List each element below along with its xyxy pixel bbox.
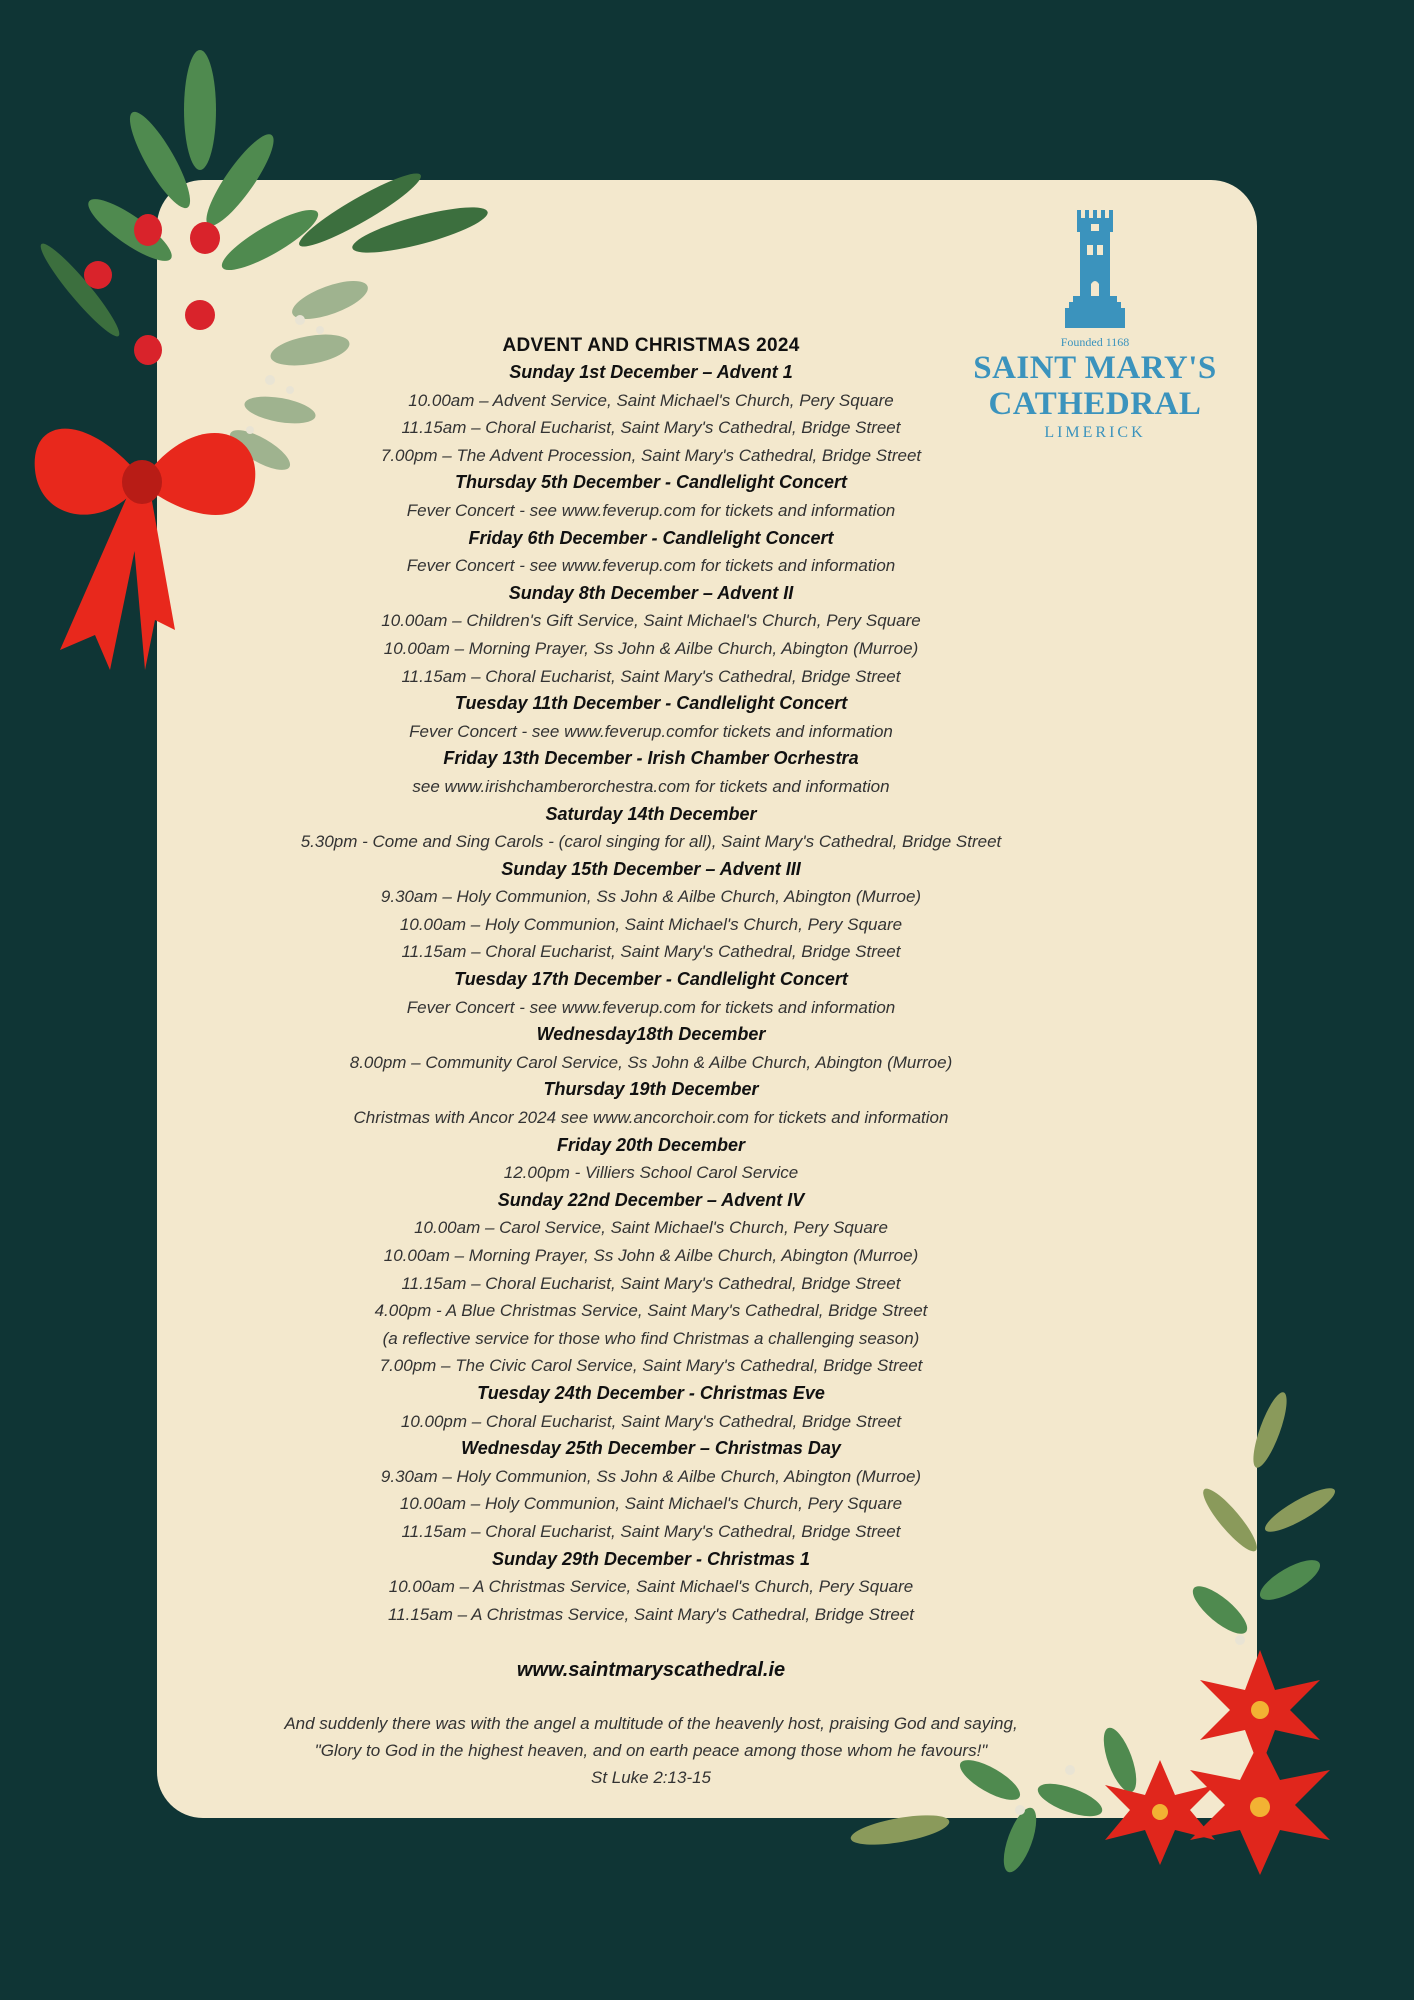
service-item: 10.00am – Holy Communion, Saint Michael's Church, Pery Square [399,914,903,934]
day-heading: Friday 20th December [556,1134,746,1155]
quote-line-2: "Glory to God in the highest heaven, and on earth peace among those whom he favours!" [314,1741,988,1761]
page-title: ADVENT AND CHRISTMAS 2024 [502,335,800,356]
website-link[interactable]: www.saintmaryscathedral.ie [516,1659,786,1682]
service-item: 11.15am – Choral Eucharist, Saint Mary's Cathedral, Bridge Street [401,1273,901,1293]
service-item: 12.00pm - Villiers School Carol Service [503,1163,799,1183]
service-item: Fever Concert - see www.feverup.com for tickets and information [406,997,896,1017]
service-item: 10.00am – Children's Gift Service, Saint Michael's Church, Pery Square [381,611,921,631]
service-item: 11.15am – Choral Eucharist, Saint Mary's Cathedral, Bridge Street [401,666,901,686]
service-item: 10.00am – Holy Communion, Saint Michael's Church, Pery Square [399,1494,903,1514]
day-heading: Tuesday 24th December - Christmas Eve [477,1382,825,1403]
service-item: 10.00pm – Choral Eucharist, Saint Mary's Cathedral, Bridge Street [400,1411,902,1431]
day-heading: Thursday 5th December - Candlelight Concert [454,472,848,493]
day-heading: Sunday 8th December – Advent II [508,582,794,603]
service-item: 5.30pm - Come and Sing Carols - (carol singing for all), Saint Mary's Cathedral, Bridge Street [300,832,1002,852]
quote-reference: St Luke 2:13-15 [590,1768,712,1788]
service-item: 7.00pm – The Civic Carol Service, Saint Mary's Cathedral, Bridge Street [379,1356,923,1376]
service-item: 11.15am – Choral Eucharist, Saint Mary's Cathedral, Bridge Street [401,942,901,962]
service-item: see www.irishchamberorchestra.com for tickets and information [412,776,890,796]
day-heading: Sunday 15th December – Advent III [501,858,801,879]
service-item: 9.30am – Holy Communion, Ss John & Ailbe Church, Abington (Murroe) [380,887,922,907]
service-item: 10.00am – Morning Prayer, Ss John & Ailbe Church, Abington (Murroe) [383,638,919,658]
service-item: 4.00pm - A Blue Christmas Service, Saint Mary's Cathedral, Bridge Street [374,1301,928,1321]
day-heading: Sunday 1st December – Advent 1 [509,362,793,382]
scripture-quote [251,1710,1051,1791]
day-heading: Sunday 29th December - Christmas 1 [491,1548,811,1569]
logo-name-line1: SAINT MARY'S [973,350,1217,386]
logo-name-line2: CATHEDRAL [988,386,1202,422]
service-item: 10.00am – Advent Service, Saint Michael's Church, Pery Square [408,390,894,410]
service-item: Fever Concert - see www.feverup.com for tickets and information [406,556,896,576]
service-item: Fever Concert - see www.feverup.comfor tickets and information [409,721,893,741]
day-heading: Friday 6th December - Candlelight Concert [468,527,834,548]
service-item: 8.00pm – Community Carol Service, Ss John & Ailbe Church, Abington (Murroe) [349,1052,953,1072]
day-heading: Saturday 14th December [545,803,757,824]
quote-line-1: And suddenly there was with the angel a multitude of the heavenly host, praising God and saying, [284,1714,1018,1734]
service-item: 10.00am – Morning Prayer, Ss John & Ailbe Church, Abington (Murroe) [383,1246,919,1265]
service-item: Fever Concert - see www.feverup.com for tickets and information [406,500,896,520]
day-heading: Wednesday18th December [536,1024,766,1045]
service-item: 9.30am – Holy Communion, Ss John & Ailbe Church, Abington (Murroe) [380,1466,922,1486]
cathedral-tower-icon [1065,210,1125,328]
service-item: 11.15am – Choral Eucharist, Saint Mary's Cathedral, Bridge Street [401,1521,901,1541]
service-item: 11.15am – Choral Eucharist, Saint Mary's Cathedral, Bridge Street [401,418,901,438]
day-heading: Friday 13th December - Irish Chamber Ocrhestra [443,748,859,769]
service-item: 10.00am – A Christmas Service, Saint Michael's Church, Pery Square [388,1577,914,1597]
service-item: 11.15am – A Christmas Service, Saint Mary's Cathedral, Bridge Street [387,1604,915,1624]
day-heading: Wednesday 25th December – Christmas Day [461,1438,841,1459]
schedule-content [251,333,1051,1791]
logo-city: LIMERICK [1044,424,1146,441]
service-item: 10.00am – Carol Service, Saint Michael's Church, Pery Square [414,1218,888,1238]
day-heading: Tuesday 11th December - Candlelight Concert [454,693,848,714]
service-item: 7.00pm – The Advent Procession, Saint Mary's Cathedral, Bridge Street [380,445,922,465]
day-heading: Thursday 19th December [543,1079,759,1100]
service-item: Christmas with Ancor 2024 see www.ancorchoir.com for tickets and information [353,1108,949,1128]
day-heading: Tuesday 17th December - Candlelight Concert [454,969,848,990]
service-item: (a reflective service for those who find Christmas a challenging season) [382,1328,920,1348]
logo-founded: Founded 1168 [1060,335,1130,349]
day-heading: Sunday 22nd December – Advent IV [497,1189,805,1210]
